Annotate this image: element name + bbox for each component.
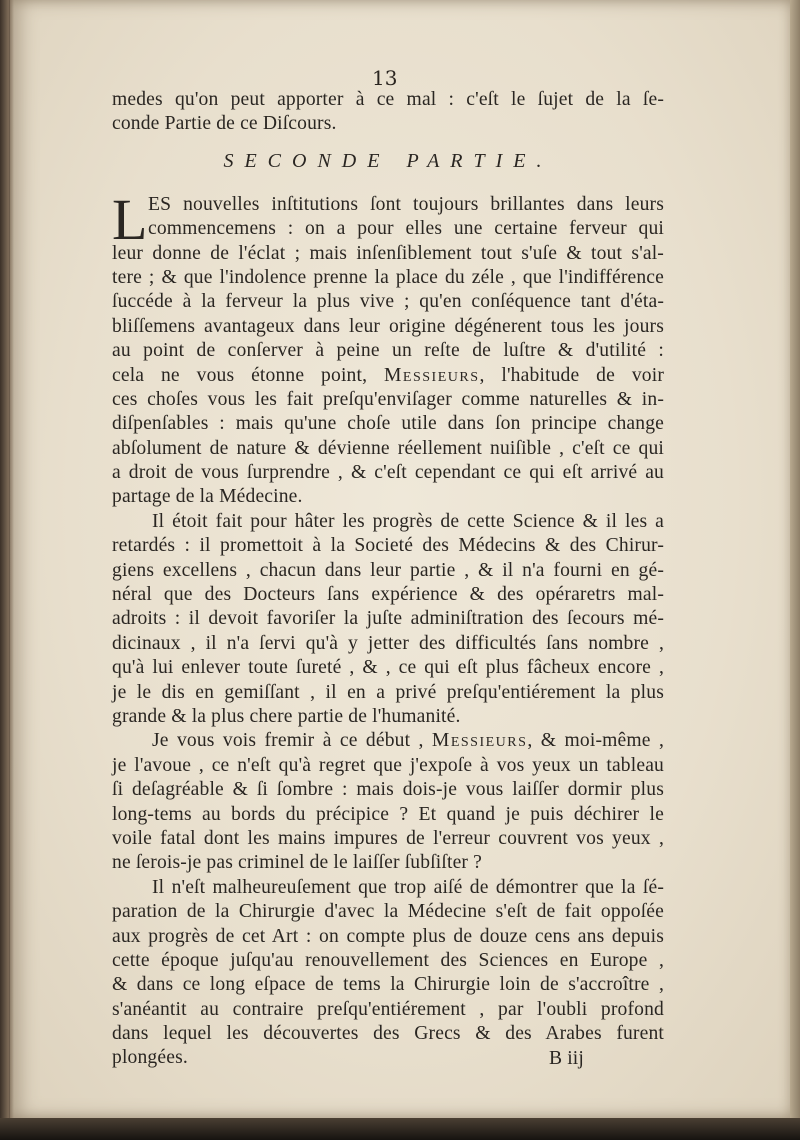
para3-line-1-tail: , & moi-même ,: [527, 730, 664, 752]
messieurs-address: Messieurs: [384, 364, 480, 386]
para1-line-8-tail: , l'habitude de voir: [479, 364, 664, 386]
para2-line-7: qu'à lui enlever toute ſureté , & , ce qui eſt plus fâcheux encore ,: [112, 657, 664, 679]
para3-line-1: [112, 729, 664, 753]
messieurs-address-2: Messieurs: [431, 730, 528, 752]
para4-line-6: s'anéantit au contraire preſqu'entiérement , par l'oubli profond: [112, 998, 664, 1020]
para1-line-9: ces choſes vous les fait preſqu'enviſager comme naturelles & in-: [112, 388, 664, 410]
para1-line-8: [112, 364, 664, 388]
para3-line-6: ne ſerois-je pas criminel de le laiſſer ſubſiſter ?: [112, 852, 482, 874]
para2-line-5: adroits : il devoit favoriſer la juſte adminiſtration des ſecours mé-: [112, 608, 664, 630]
page-number: 13: [372, 66, 398, 90]
para4-line-3: aux progrès de cet Art : on compte plus de douze cens ans depuis: [112, 925, 664, 947]
para2-line-3: giens excellens , chacun dans leur partie , & il n'a fourni en gé-: [112, 559, 664, 581]
para1-line-1: ES nouvelles inſtitutions ſont toujours brillantes dans leurs: [148, 193, 664, 215]
para1-line-3: leur donne de l'éclat ; mais inſenſiblement tout s'uſe & tout s'al-: [112, 242, 664, 264]
intro-line-1: medes qu'on peut apporter à ce mal : c'eſt le ſujet de la ſe-: [112, 89, 664, 110]
page-edge: [790, 0, 800, 1140]
para4-line-5: & dans ce long eſpace de tems la Chirurgie loin de s'accroître ,: [112, 974, 664, 996]
para4-line-2: paration de la Chirurgie d'avec la Médecine s'eſt de fait oppoſée: [112, 901, 664, 923]
para1-line-8-head: cela ne vous étonne point,: [112, 364, 368, 386]
para1-line-11: abſolument de nature & dévienne réellement nuiſible , c'eſt ce qui: [112, 437, 664, 459]
para3-line-5: voile fatal dont les mains impures de l'erreur couvrent vos yeux ,: [112, 827, 664, 849]
para1-line-13: partage de la Médecine.: [112, 486, 303, 508]
scan-bottom-edge: [0, 1118, 800, 1140]
paragraph-1: [112, 186, 664, 510]
paragraph-2: [112, 510, 664, 730]
para1-line-7: au point de conſerver à peine un reſte de luſtre & d'utilité :: [112, 340, 664, 362]
para1-line-4: tere ; & que l'indolence prenne la place du zéle , que l'indifférence: [112, 266, 664, 288]
para1-line-12: a droit de vous ſurprendre , & c'eſt cependant ce qui eſt arrivé au: [112, 462, 664, 484]
binding-gutter: [0, 0, 14, 1140]
para1-line-2: commencemens : on a pour elles une certaine ferveur qui: [148, 218, 664, 240]
para4-line-1: Il n'eſt malheureuſement que trop aiſé de démontrer que la ſé-: [152, 876, 664, 898]
page-text: [112, 88, 664, 1071]
para4-line-8: plongées.: [112, 1047, 188, 1069]
para3-line-1-head: Je vous vois fremir à ce début ,: [152, 730, 424, 752]
para2-line-4: néral que des Docteurs ſans expérience & des opéraretrs mal-: [112, 584, 664, 606]
para3-line-4: long-tems au bords du précipice ? Et quand je puis déchirer le: [112, 803, 664, 825]
para2-line-2: retardés : il promettoit à la Societé des Médecins & des Chirur-: [112, 535, 664, 557]
para3-line-2: je l'avoue , ce n'eſt qu'à regret que j'expoſe à vos yeux un tableau: [112, 754, 664, 776]
para2-line-8: je le dis en gemiſſant , il en a privé preſqu'entiérement la plus: [112, 681, 664, 703]
para1-line-10: diſpenſables : mais qu'une choſe utile dans ſon principe change: [112, 413, 664, 435]
para1-line-6: bliſſemens avantageux dans leur origine dégénerent tous les jours: [112, 315, 664, 337]
book-page: [10, 0, 794, 1118]
para2-line-1: Il étoit fait pour hâter les progrès de cette Science & il les a: [152, 510, 664, 532]
section-title: SECONDE PARTIE.: [223, 149, 553, 172]
para4-line-4: cette époque juſqu'au renouvellement des Sciences en Europe ,: [112, 949, 664, 971]
para2-line-9: grande & la plus chere partie de l'humanité.: [112, 705, 461, 727]
para3-line-3: ſi deſagréable & ſi ſombre : mais dois-je vous laiſſer dormir plus: [112, 779, 664, 801]
para1-line-5: ſuccéde à la ferveur la plus vive ; qu'en conſéquence tant d'éta-: [112, 291, 664, 313]
paragraph-4: Il n'eſt malheureuſement que trop aiſé de démontrer que la ſé- paration de la Chirurgie d'avec la Médecine s'eſt de fait oppoſée aux progrès de cet Art : on compte plus de douze cens ans depuis cette époque juſqu'au renouvellement des Sciences en Europe , & dans ce long eſpace de tems la Chirurgie loin de s'accroître , s'anéantit au contraire preſqu'entiérement , par l'oubli profond dans lequel les découvertes des Grecs & des Arabes furent plongées. B iij: [112, 876, 664, 1069]
drop-cap: L: [112, 186, 148, 252]
para2-line-6: dicinaux , il n'a ſervi qu'à y jetter des difficultés ſans nombre ,: [112, 632, 664, 654]
intro-line-2: conde Partie de ce Diſcours.: [112, 113, 337, 135]
para4-line-7: dans lequel les découvertes des Grecs & des Arabes furent: [112, 1023, 664, 1045]
paragraph-3: [112, 729, 664, 875]
